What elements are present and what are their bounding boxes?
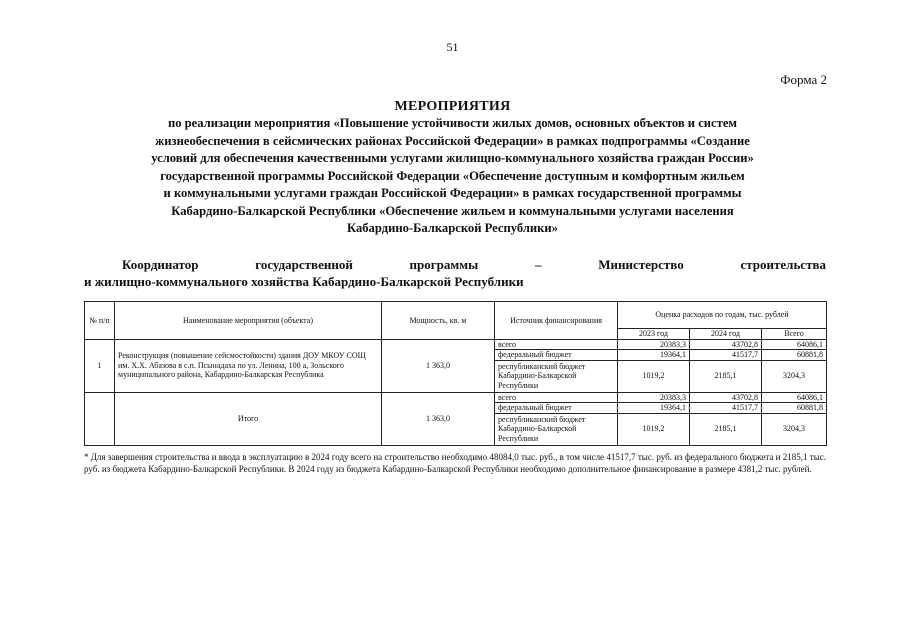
title-line: по реализации мероприятия «Повышение устойчивости жилых домов, основных объектов и систем	[167, 116, 738, 130]
value-2024: 41517,7	[690, 403, 762, 414]
row-num: 1	[85, 339, 115, 392]
title-line: жизнеобеспечения в сейсмических районах Российской Федерации» в рамках подпрограммы «Создание	[155, 133, 750, 148]
value-total: 3204,3	[762, 360, 827, 392]
value-2024: 43702,8	[690, 339, 762, 350]
coordinator-line: Координатор государственной программы – Министерство строительства	[122, 257, 826, 272]
header-2024: 2024 год	[690, 329, 762, 340]
value-total: 3204,3	[762, 413, 827, 445]
title-line: государственной программы Российской Федерации «Обеспечение доступным и комфортным жильем	[160, 168, 745, 183]
value-2023: 19364,1	[618, 403, 690, 414]
form-label: Форма 2	[780, 72, 827, 87]
title-line: условий для обеспечения качественными услугами жилищно-коммунального хозяйства граждан России»	[151, 151, 754, 165]
row-capacity: 1 363,0	[382, 392, 495, 445]
value-2024: 2185,1	[690, 360, 762, 392]
title-main: МЕРОПРИЯТИЯ	[394, 99, 511, 114]
title-line: и коммунальными услугами граждан Российской Федерации» в рамках государственной программы	[163, 186, 742, 200]
value-2024: 43702,8	[690, 392, 762, 403]
expenses-table	[84, 301, 827, 446]
value-2024: 41517,7	[690, 350, 762, 361]
header-name: Наименование мероприятия (объекта)	[115, 302, 382, 340]
value-total: 64086,1	[762, 392, 827, 403]
header-num: № п/п	[85, 302, 115, 340]
header-2023: 2023 год	[618, 329, 690, 340]
page-number: 51	[446, 40, 459, 54]
value-2023: 1019,2	[618, 413, 690, 445]
source-label: всего	[495, 392, 618, 403]
value-2023: 1019,2	[618, 360, 690, 392]
value-total: 60881,8	[762, 403, 827, 414]
table-row	[85, 392, 827, 403]
table-row	[85, 339, 827, 350]
value-total: 60881,8	[762, 350, 827, 361]
value-total: 64086,1	[762, 339, 827, 350]
source-label: федеральный бюджет	[495, 403, 618, 414]
source-label: республиканский бюджет Кабардино-Балкарской Республики	[495, 413, 618, 445]
title-line: Кабардино-Балкарской Республики «Обеспечение жильем и коммунальными услугами населения	[171, 203, 734, 218]
document-title	[60, 98, 845, 238]
source-label: всего	[495, 339, 618, 350]
row-name: Итого	[115, 392, 382, 445]
coordinator-line: и жилищно-коммунального хозяйства Кабардино-Балкарской Республики	[84, 274, 524, 289]
footnote: * Для завершения строительства и ввода в эксплуатацию в 2024 году всего на строительство необходимо 48084,0 тыс. руб., в том числе 41517,7 тыс. руб. из федерального бюджета и 2185,1 тыс. руб. из бюджета Кабардино-Балкарской Республики. В 2024 году из бюджета Кабардино-Балкарской Республики необходимо дополнительное финансирование в размере 4381,2 тыс. рублей.	[84, 452, 826, 474]
row-capacity: 1 363,0	[382, 339, 495, 392]
source-label: федеральный бюджет	[495, 350, 618, 361]
value-2023: 20383,3	[618, 339, 690, 350]
header-estimate: Оценка расходов по годам, тыс. рублей	[618, 302, 827, 329]
header-source: Источник финансирования	[495, 302, 618, 340]
row-num	[85, 392, 115, 445]
value-2023: 19364,1	[618, 350, 690, 361]
coordinator-block	[84, 256, 826, 290]
header-total: Всего	[762, 329, 827, 340]
value-2023: 20383,3	[618, 392, 690, 403]
value-2024: 2185,1	[690, 413, 762, 445]
title-line: Кабардино-Балкарской Республики»	[347, 221, 558, 235]
row-name: Реконструкция (повышение сейсмостойкости) здания ДОУ МКОУ СОЩ им. Х.Х. Абазова в с.п. Псынадаха по ул. Ленина, 100 а, Зольского муниципального района, Кабардино-Балкарская Республика	[115, 339, 382, 392]
source-label: республиканский бюджет Кабардино-Балкарской Республики	[495, 360, 618, 392]
header-capacity: Мощность, кв. м	[382, 302, 495, 340]
